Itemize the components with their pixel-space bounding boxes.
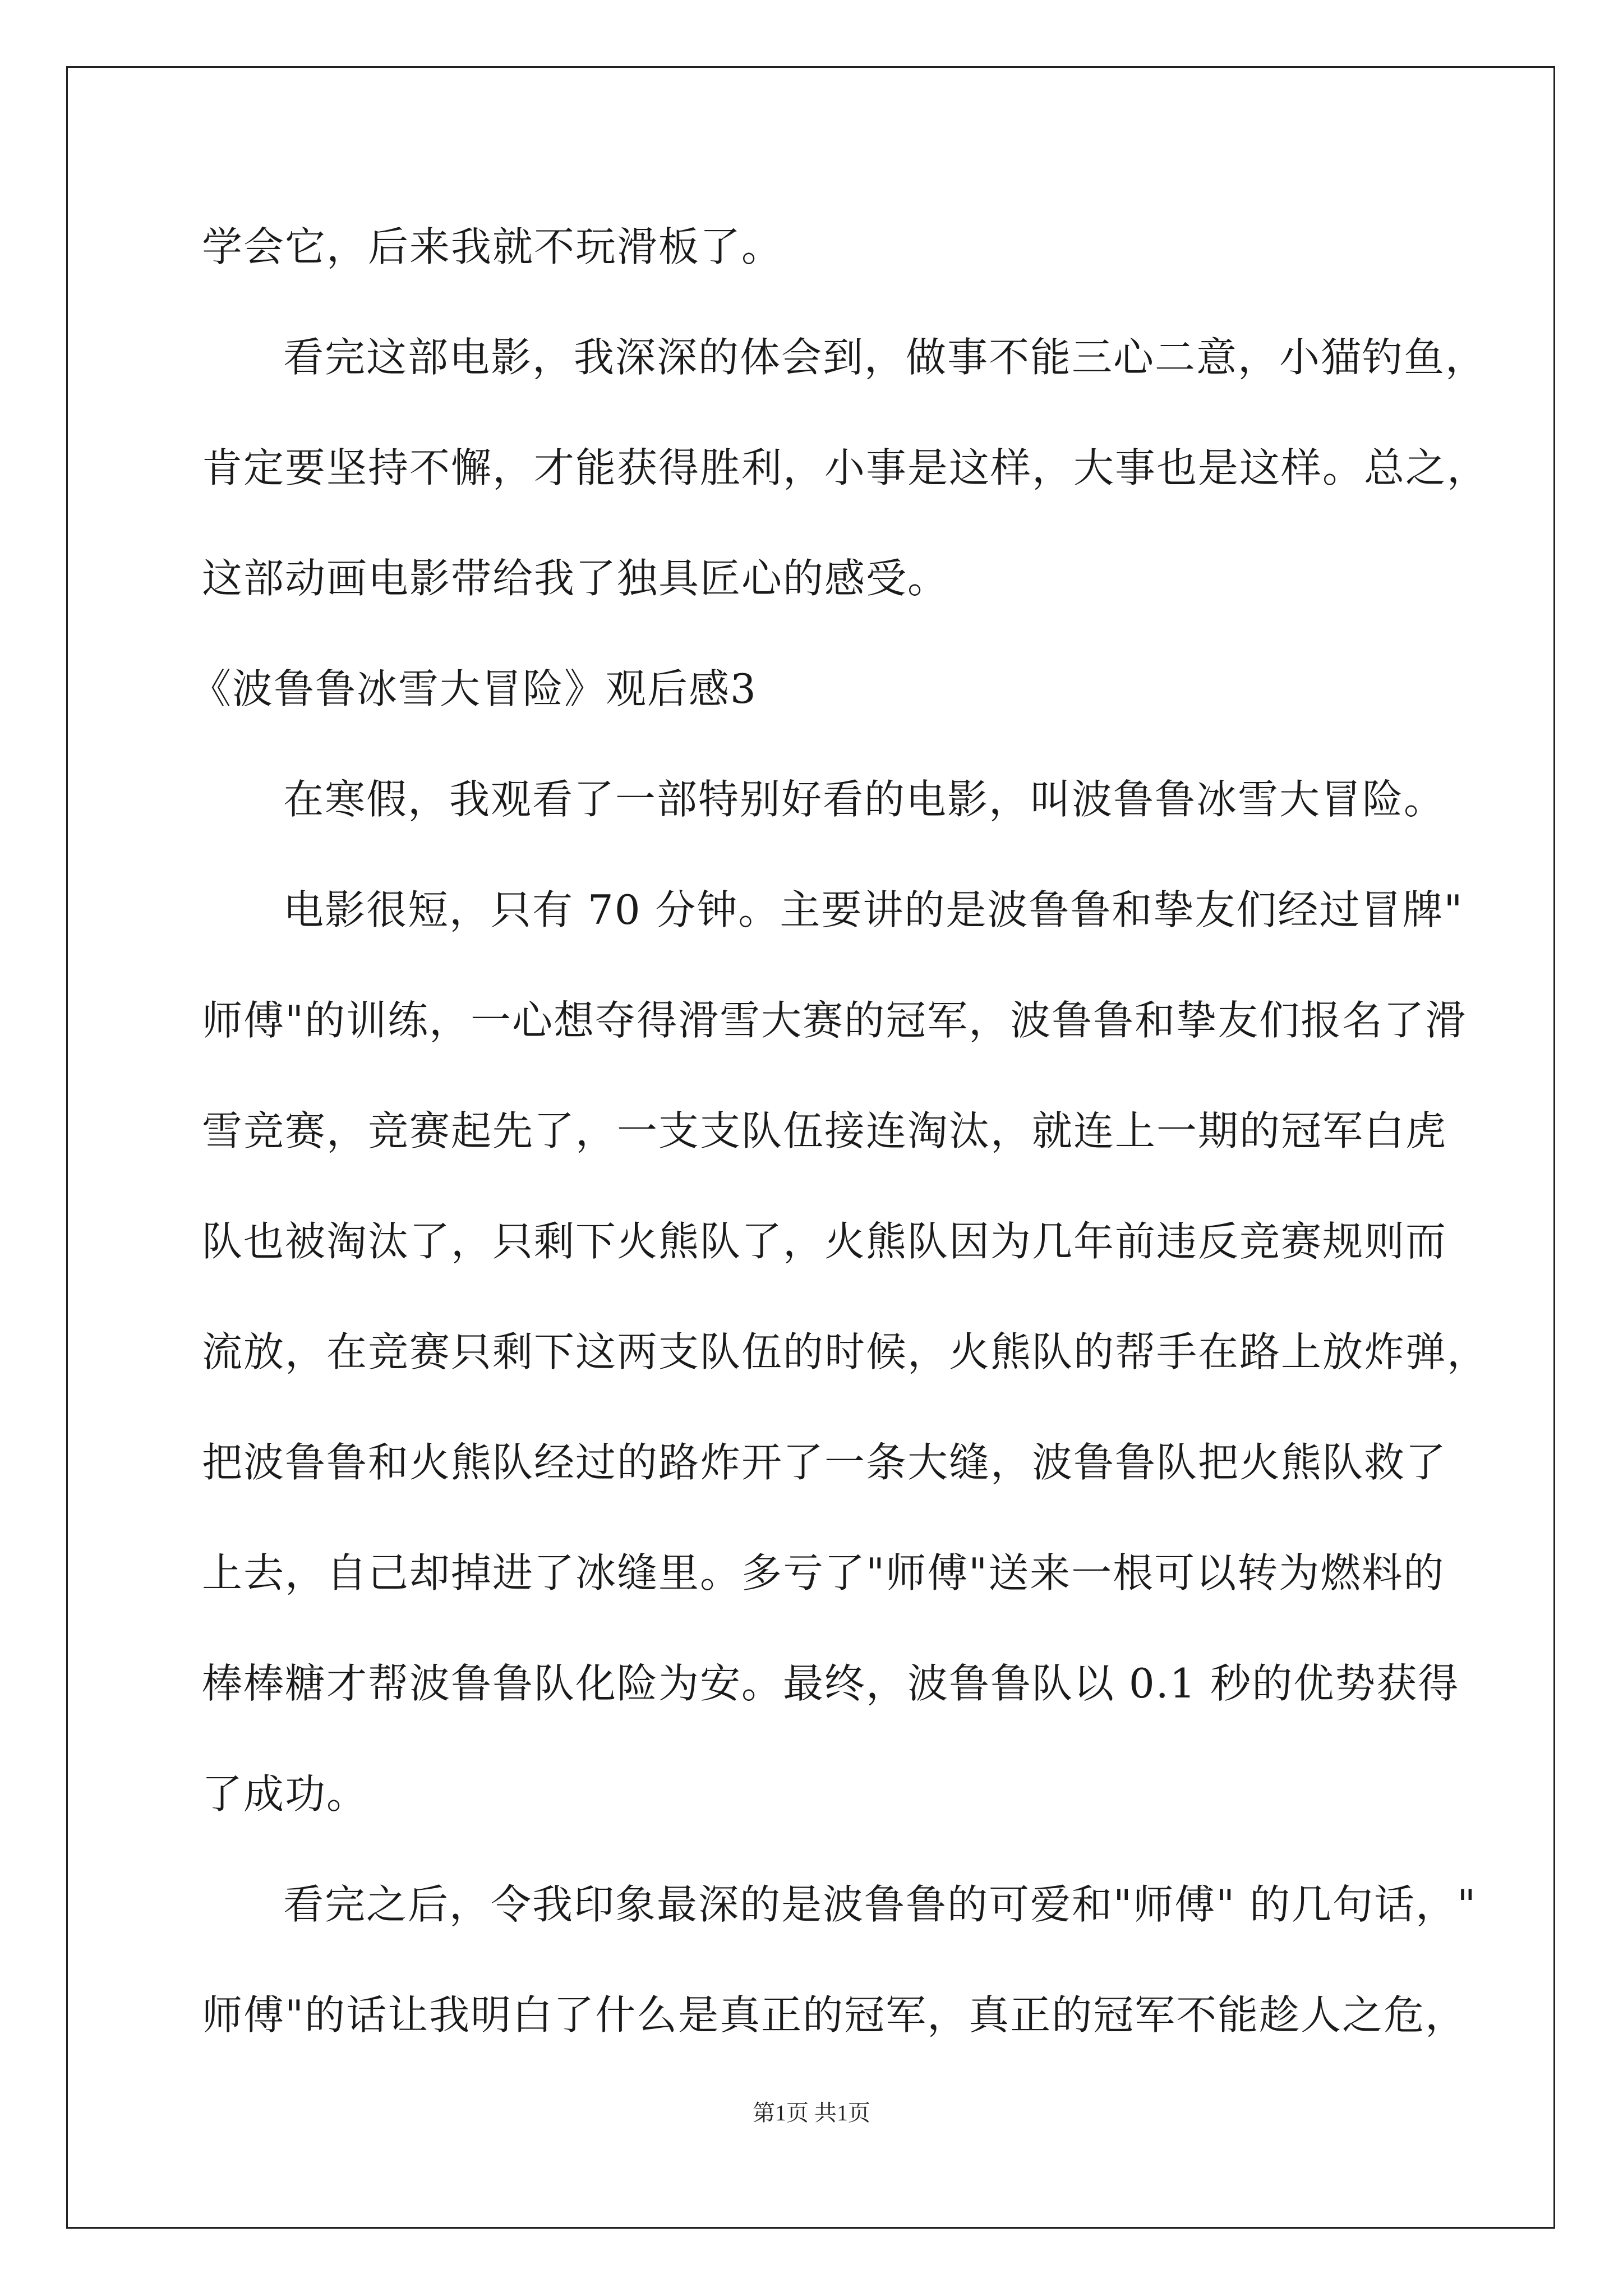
text-line: 师傅"的话让我明白了什么是真正的冠军，真正的冠军不能趁人之危， <box>202 1991 1467 2039</box>
text-line: 上去，自己却掉进了冰缝里。多亏了"师傅"送来一根可以转为燃料的 <box>202 1549 1445 1596</box>
text-line: 这部动画电影带给我了独具匠心的感受。 <box>202 555 949 602</box>
text-line: 学会它，后来我就不玩滑板了。 <box>202 223 783 270</box>
page-footer: 第1页 共1页 <box>753 2100 870 2125</box>
text-line: 队也被淘汰了，只剩下火熊队了，火熊队因为几年前违反竞赛规则而 <box>202 1218 1447 1265</box>
section-heading: 《波鲁鲁冰雪大冒险》观后感3 <box>191 665 757 712</box>
text-line: 雪竞赛，竞赛起先了，一支支队伍接连淘汰，就连上一期的冠军白虎 <box>202 1107 1447 1154</box>
paragraph-first-line: 看完这部电影，我深深的体会到，做事不能三心二意，小猫钓鱼， <box>283 334 1487 381</box>
paragraph-first-line: 看完之后，令我印象最深的是波鲁鲁的可爱和"师傅" 的几句话，" <box>283 1881 1477 1928</box>
text-line: 师傅"的训练，一心想夺得滑雪大赛的冠军，波鲁鲁和挚友们报名了滑 <box>202 997 1467 1044</box>
text-line: 肯定要坚持不懈，才能获得胜利，小事是这样，大事也是这样。总之， <box>202 444 1489 491</box>
text-line: 了成功。 <box>202 1770 368 1818</box>
paragraph-first-line: 电影很短，只有 70 分钟。主要讲的是波鲁鲁和挚友们经过冒牌" <box>283 886 1464 933</box>
paragraph-first-line: 在寒假，我观看了一部特别好看的电影，叫波鲁鲁冰雪大冒险。 <box>283 776 1446 823</box>
text-line: 流放，在竞赛只剩下这两支队伍的时候，火熊队的帮手在路上放炸弹， <box>202 1328 1489 1375</box>
text-line: 棒棒糖才帮波鲁鲁队化险为安。最终，波鲁鲁队以 0.1 秒的优势获得 <box>202 1660 1460 1707</box>
text-line: 把波鲁鲁和火熊队经过的路炸开了一条大缝，波鲁鲁队把火熊队救了 <box>202 1439 1447 1486</box>
